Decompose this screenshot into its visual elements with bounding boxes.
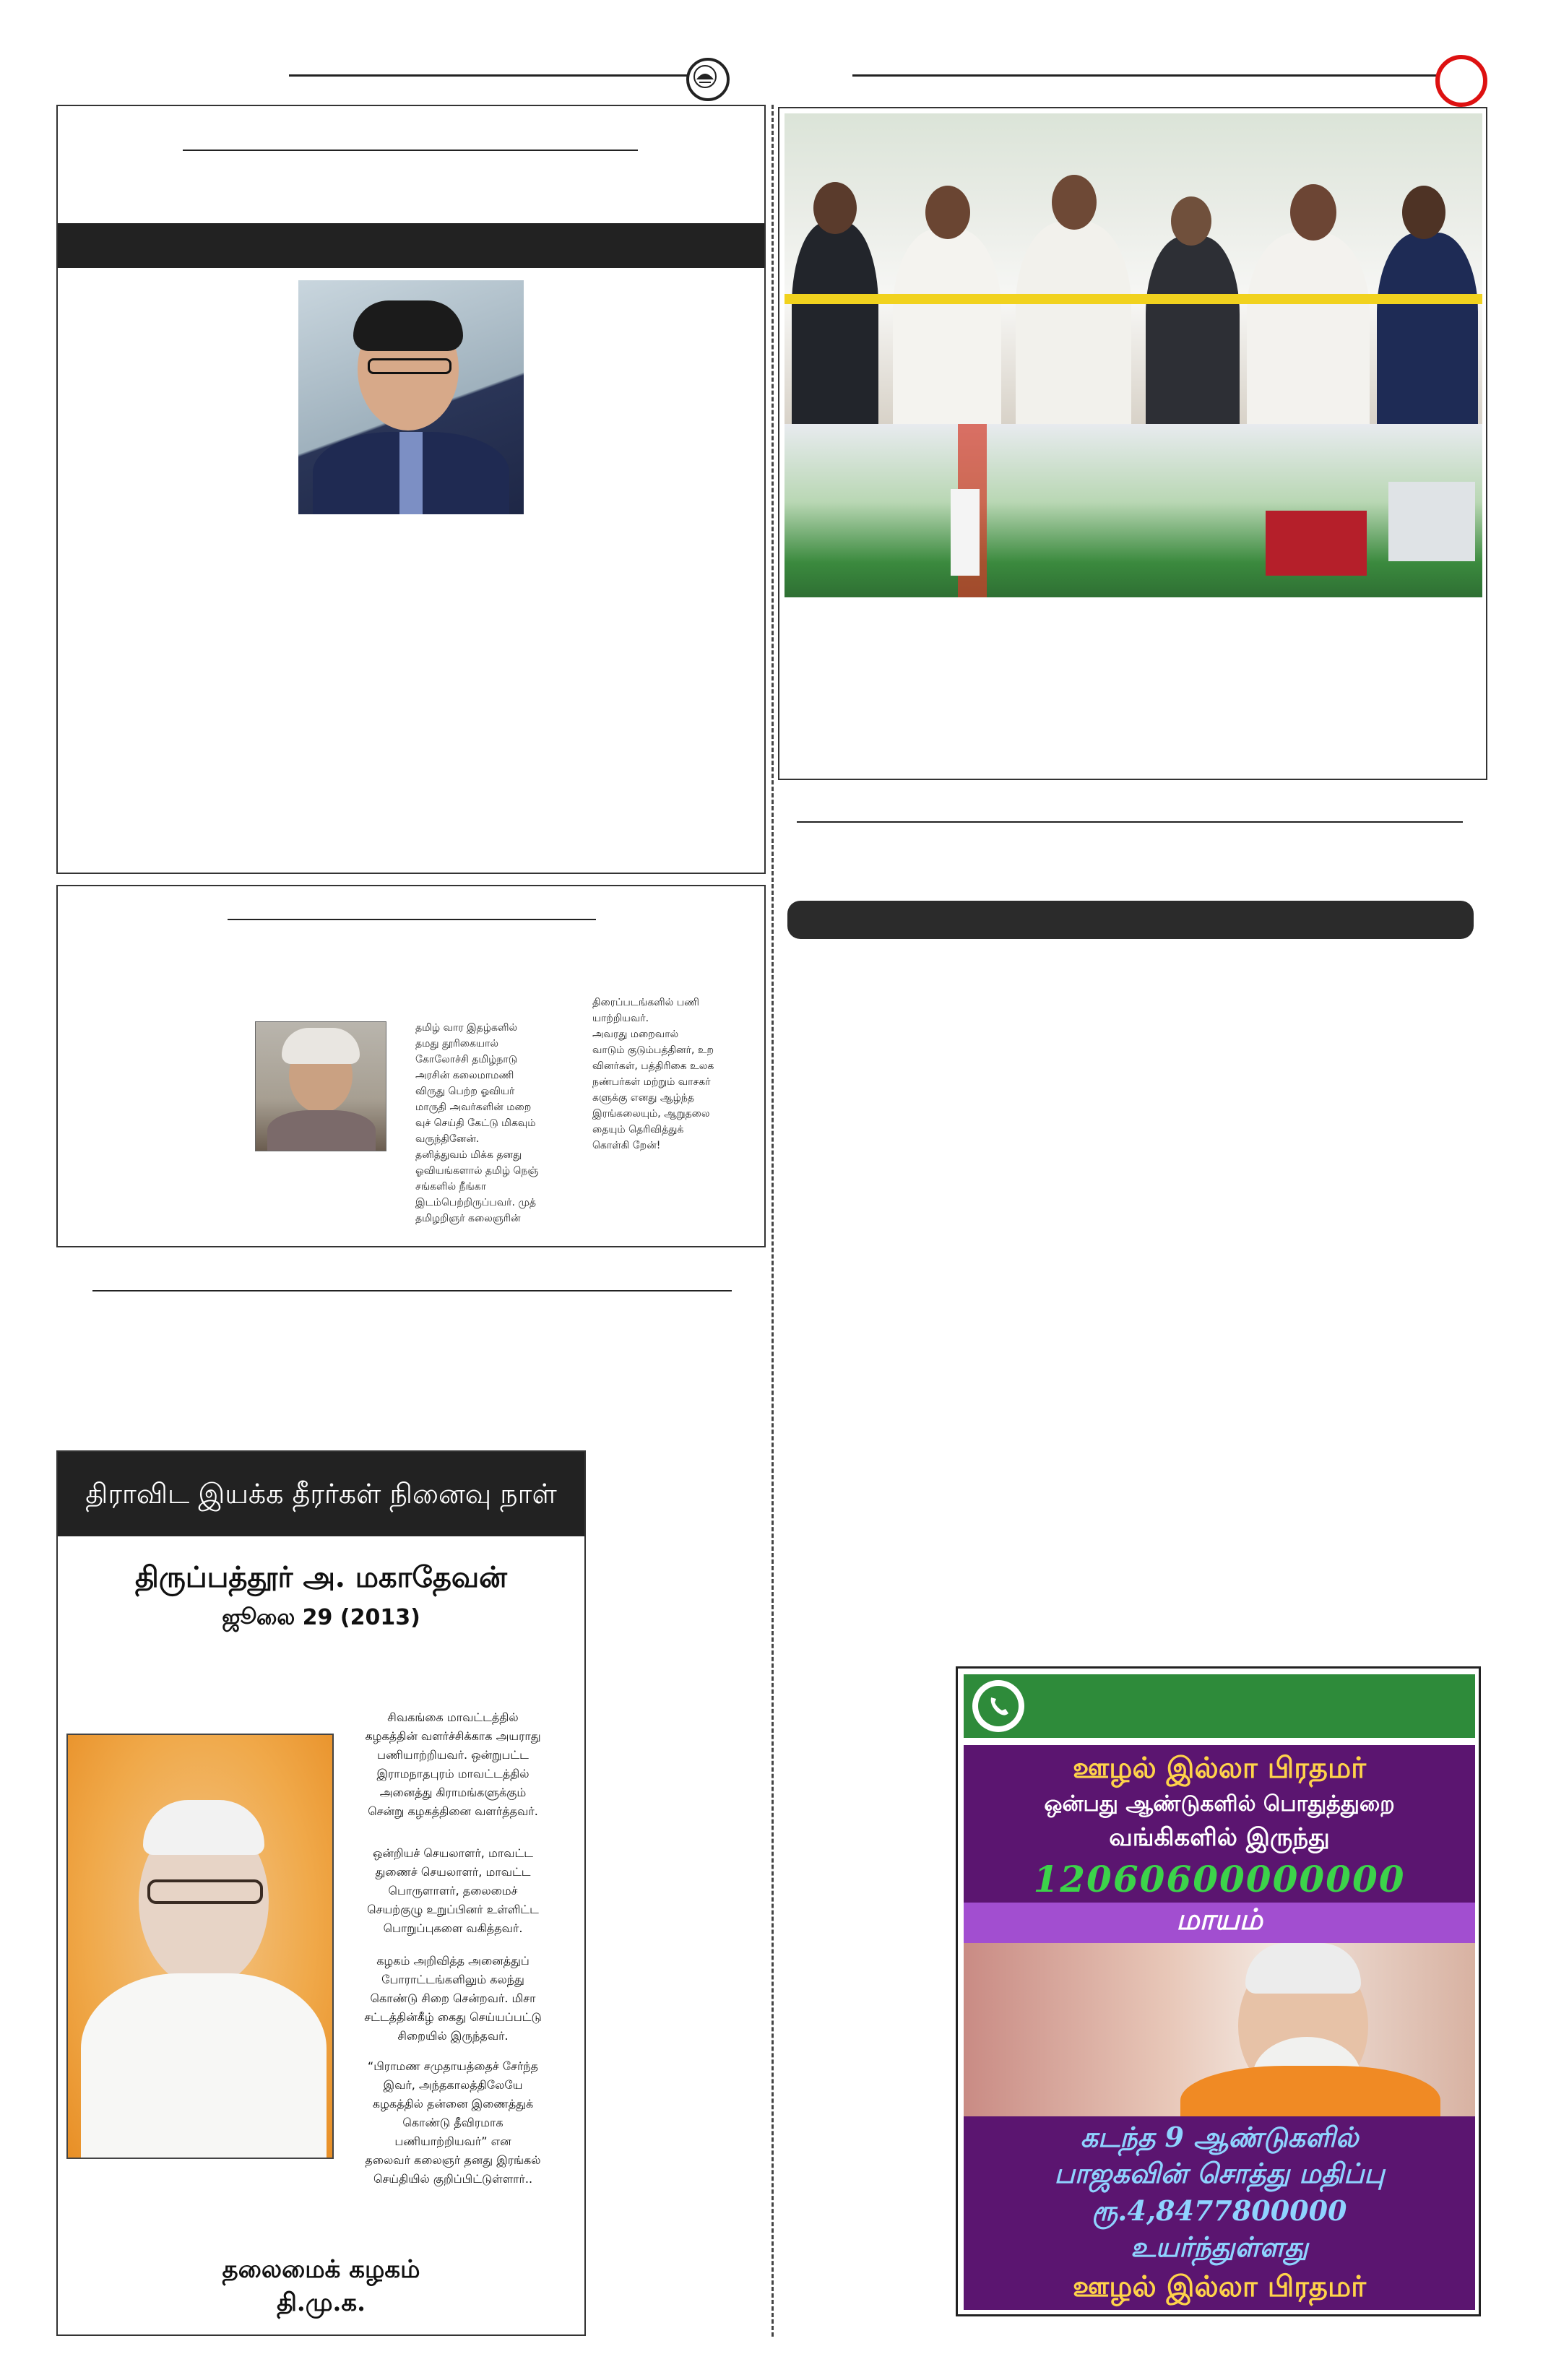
memorial-header-title: திராவிட இயக்க தீரர்கள் நினைவு நாள் xyxy=(85,1478,557,1510)
obituary-title-rule xyxy=(228,919,596,920)
red-ring-emblem-icon xyxy=(1435,55,1487,107)
left-column-rule xyxy=(92,1290,732,1291)
ad-line-8: ஊழல் இல்லா பிரதமர் xyxy=(1072,2269,1367,2303)
memorial-box xyxy=(56,1450,586,2336)
memorial-para-3: கழகம் அறிவித்த அனைத்துப் போராட்டங்களிலும் கலந்து கொண்டு சிறை சென்றவர். மிசா சட்டத்தின்கீழ் கைது செய்யப்பட்டு சிறையில் இருந்தவர். xyxy=(364,1954,542,2043)
ad-green-header xyxy=(964,1674,1475,1738)
ad-line-7: உயர்ந்துள்ளது xyxy=(1131,2230,1308,2263)
ad-violet-band xyxy=(964,1903,1475,1943)
ad-purple-panel-bottom xyxy=(964,2116,1475,2310)
ad-line-3: வங்கிகளில் இருந்து xyxy=(1109,1823,1330,1852)
exhibition-right-photo xyxy=(1172,424,1482,597)
arnab-portrait-photo xyxy=(298,280,524,514)
header-rule-right xyxy=(852,74,1441,77)
article-title-rule xyxy=(183,150,638,151)
artist-portrait-photo xyxy=(255,1021,386,1151)
whatsapp-icon xyxy=(972,1680,1024,1732)
artist-obituary-box xyxy=(56,885,766,1247)
ad-line-4: கடந்த 9 ஆண்டுகளில் xyxy=(1080,2121,1359,2153)
arnab-article-box xyxy=(56,105,766,874)
memorial-para-1: சிவகங்கை மாவட்டத்தில் கழகத்தின் வளர்ச்சிக்காக அயராது பணியாற்றியவர். ஒன்றுபட்ட இராமநாதபுரம் மாவட்டத்தில் அனைத்து கிராமங்களுக்கும் சென்று கழகத்தினை வளர்த்தவர். xyxy=(365,1710,541,1818)
header-rule-left xyxy=(289,74,690,77)
ad-vanished: மாயம் xyxy=(1176,1903,1263,1937)
memorial-sign-line-1: தலைமைக் கழகம் xyxy=(222,2255,420,2284)
mahadevan-portrait-photo xyxy=(66,1734,334,2159)
article-headline-band xyxy=(58,223,764,268)
event-article-box xyxy=(778,107,1487,780)
sun-rising-emblem-icon xyxy=(686,58,730,101)
whatsapp-ad-box xyxy=(956,1666,1481,2316)
ad-line-6: ரூ.4,8477800000 xyxy=(1092,2194,1347,2227)
ad-purple-panel-top xyxy=(964,1745,1475,1940)
ad-amount: 12060600000000 xyxy=(1033,1858,1406,1900)
ad-line-5: பாஜகவின் சொத்து மதிப்பு xyxy=(1054,2157,1385,2189)
ad-line-1: ஊழல் இல்லா பிரதமர் xyxy=(1072,1751,1367,1785)
obituary-text-col2: திரைப்படங்களில் பணி யாற்றியவர். அவரது மறைவால் வாடும் குடும்பத்தினர், உற வினர்கள், பத்திரிகை உலக நண்பர்கள் மற்றும் வாசகர் களுக்கு எனது ஆழ்ந்த இரங்கலையும், ஆறுதலை தையும் தெரிவித்துக் கொள்கி றேன்! xyxy=(592,997,714,1151)
column-divider xyxy=(772,105,774,2337)
modi-portrait-photo xyxy=(964,1943,1475,2116)
memorial-name: திருப்பத்தூர் அ. மகாதேவன் xyxy=(135,1560,507,1594)
memorial-sign-line-2: தி.மு.க. xyxy=(277,2288,366,2317)
memorial-para-2: ஒன்றியச் செயலாளர், மாவட்ட துணைச் செயலாளர், மாவட்ட பொருளாளர், தலைமைச் செயற்குழு உறுப்பினர் உள்ளிட்ட பொறுப்புகளை வகித்தவர். xyxy=(367,1846,539,1935)
section-headline-pill xyxy=(787,901,1474,939)
memorial-date: ஜூலை 29 (2013) xyxy=(222,1605,420,1630)
obituary-text-col1: தமிழ் வார இதழ்களில் தமது தூரிகையால் கோலோச்சி தமிழ்நாடு அரசின் கலைமாமணி விருது பெற்ற ஓவியர் மாருதி அவர்களின் மறை வுச் செய்தி கேட்டு மிகவும் வருந்தினேன். தனித்துவம் மிக்க தனது ஓவியங்களால் தமிழ் நெஞ் சங்களில் நீங்கா இடம்பெற்றிருப்பவர். முத் தமிழறிஞர் கலைஞரின் xyxy=(415,1022,539,1224)
memorial-para-4: “பிராமண சமுதாயத்தைச் சேர்ந்த இவர், அந்தகாலத்திலேயே கழகத்தில் தன்னை இணைத்துக் கொண்டு தீவிரமாக பணியாற்றியவர்” என தலைவர் கலைஞர் தனது இரங்கல் செய்தியில் குறிப்பிட்டுள்ளார்.. xyxy=(365,2059,541,2186)
right-column-rule xyxy=(797,821,1463,823)
ad-line-2: ஒன்பது ஆண்டுகளில் பொதுத்துறை xyxy=(1044,1791,1395,1817)
ribbon-cutting-photo xyxy=(785,113,1482,424)
exhibition-left-photo xyxy=(785,424,1172,597)
memorial-header-band xyxy=(58,1452,584,1536)
